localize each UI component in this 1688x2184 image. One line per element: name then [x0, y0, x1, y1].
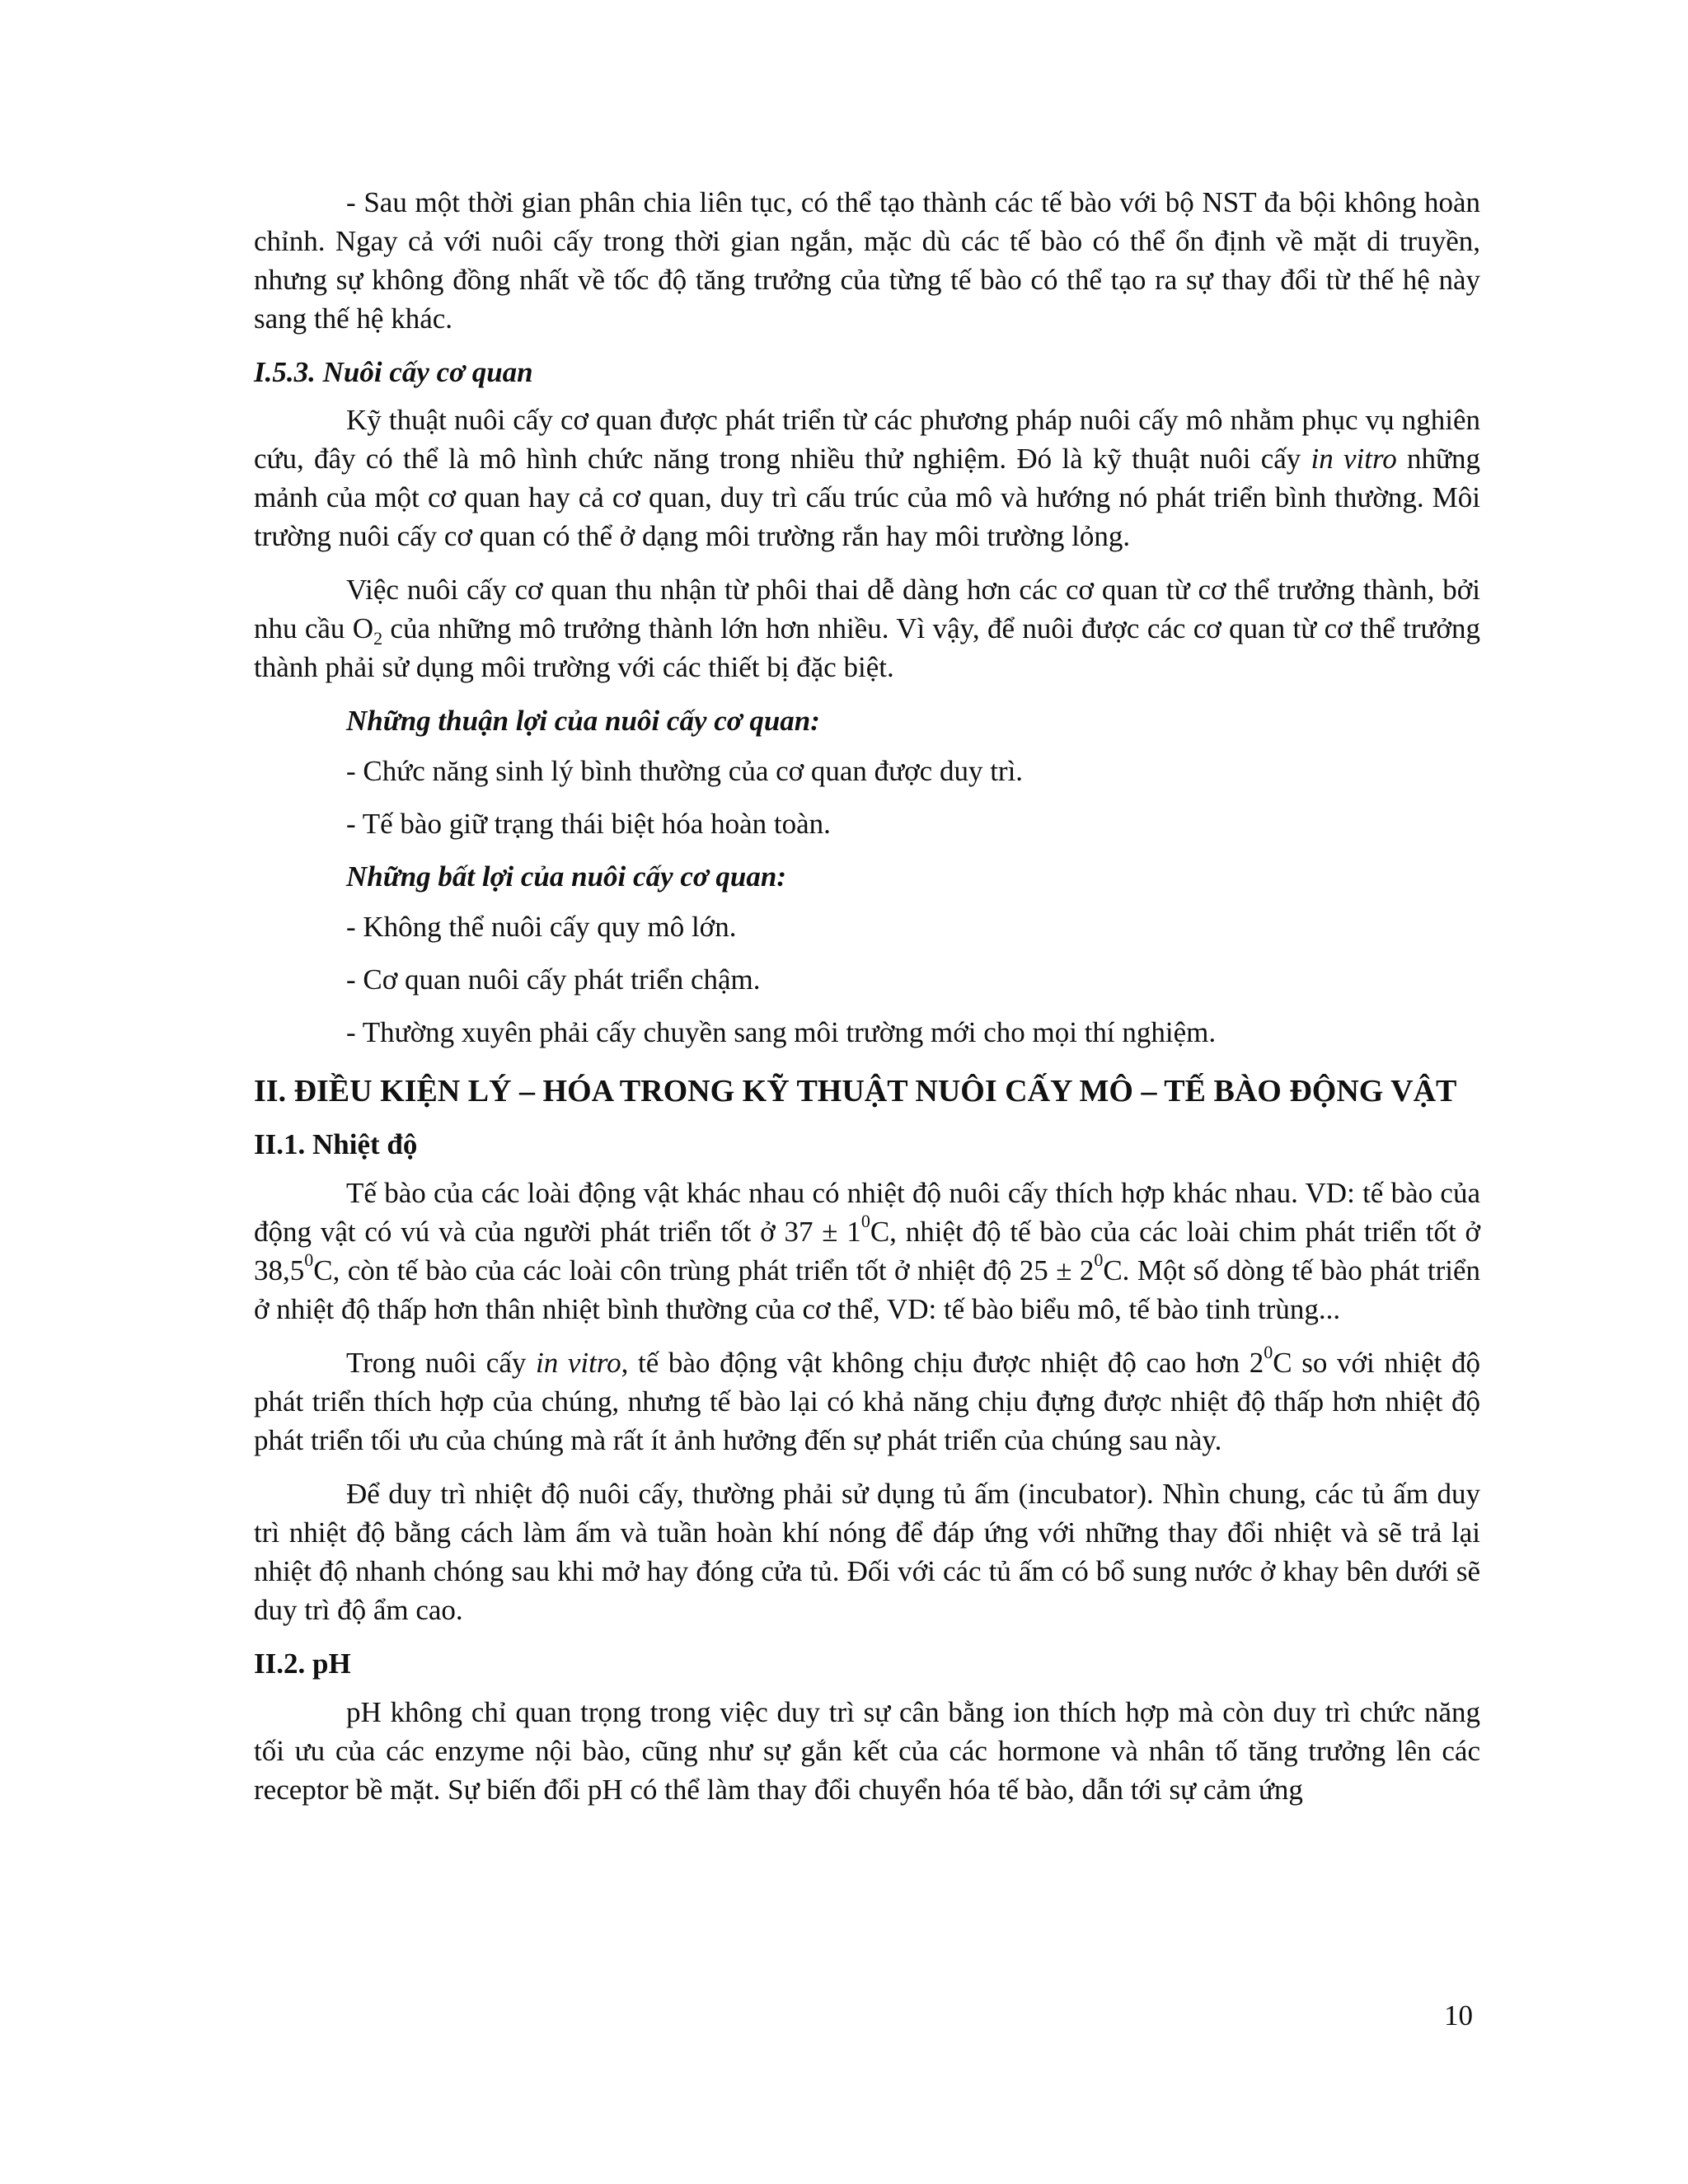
heading-ph: II.2. pH: [254, 1647, 351, 1680]
subscript-2: 2: [373, 628, 383, 649]
paragraph-embryo-organ: Việc nuôi cấy cơ quan thu nhận từ phôi thai dễ dàng hơn các cơ quan từ cơ thể trưởng thành, bởi nhu cầu $O_2$ của những mô trưởng thành lớn hơn nhiều. Vì vậy, để nuôi được các cơ quan từ cơ thể trưởng thành phải sử dụng môi trường với các thiết bị đặc biệt.: [254, 574, 1480, 683]
italic-in-vitro: in vitro: [535, 1347, 621, 1379]
page-number: 10: [1444, 1999, 1473, 2032]
paragraph-incubator: Để duy trì nhiệt độ nuôi cấy, thường phải sử dụng tủ ấm (incubator). Nhìn chung, các tủ ấm duy trì nhiệt độ bằng cách làm ấm và tuần hoàn khí nóng để đáp ứng với những thay đổi nhiệt và sẽ trả lại nhiệt độ nhanh chóng sau khi mở hay đóng cửa tủ. Đối với các tủ ấm có bổ sung nước ở khay bên dưới sẽ duy trì độ ẩm cao.: [254, 1478, 1480, 1626]
page-body: [254, 183, 1480, 1824]
paragraph-organ-culture-technique: Kỹ thuật nuôi cấy cơ quan được phát triển từ các phương pháp nuôi cấy mô nhằm phục vụ nghiên cứu, đây có thể là mô hình chức năng trong nhiều thử nghiệm. Đó là kỹ thuật nuôi cấy in vitro những mảnh của một cơ quan hay cả cơ quan, duy trì cấu trúc của mô và hướng nó phát triển bình thường. Môi trường nuôi cấy cơ quan có thể ở dạng môi trường rắn hay môi trường lỏng.: [254, 404, 1480, 552]
list-item-advantage: - Chức năng sinh lý bình thường của cơ quan được duy trì.: [346, 755, 1024, 787]
paragraph-temperature: Tế bào của các loài động vật khác nhau có nhiệt độ nuôi cấy thích hợp khác nhau. VD: tế bào của động vật có vú và của người phát triển tốt ở $37 \pm 1^0C$, nhiệt độ tế bào của các loài chim phát triển tốt ở 38,5$^0$C, còn tế bào của các loài côn trùng phát triển tốt ở nhiệt độ $25 \pm 2^0C$. Một số dòng tế bào phát triển ở nhiệt độ thấp hơn thân nhiệt bình thường của cơ thể, VD: tế bào biểu mô, tế bào tinh trùng...: [254, 1177, 1480, 1325]
list-item-disadvantage: - Thường xuyên phải cấy chuyền sang môi trường mới cho mọi thí nghiệm.: [346, 1016, 1217, 1048]
list-item-disadvantage: - Cơ quan nuôi cấy phát triển chậm.: [346, 963, 761, 996]
heading-temperature: II.1. Nhiệt độ: [254, 1128, 418, 1160]
list-item-advantage: - Tế bào giữ trạng thái biệt hóa hoàn toàn.: [346, 808, 831, 840]
italic-in-vitro: in vitro: [1311, 443, 1397, 475]
heading-advantages: Những thuận lợi của nuôi cấy cơ quan:: [346, 705, 820, 737]
paragraph-ph: pH không chỉ quan trọng trong việc duy trì sự cân bằng ion thích hợp mà còn duy trì chức năng tối ưu của các enzyme nội bào, cũng như sự gắn kết của các hormone và nhân tố tăng trưởng lên các receptor bề mặt. Sự biến đổi pH có thể làm thay đổi chuyển hóa tế bào, dẫn tới sự cảm ứng: [254, 1696, 1480, 1806]
paragraph-polyploid: - Sau một thời gian phân chia liên tục, có thể tạo thành các tế bào với bộ NST đa bội không hoàn chỉnh. Ngay cả với nuôi cấy trong thời gian ngắn, mặc dù các tế bào có thể ổn định về mặt di truyền, nhưng sự không đồng nhất về tốc độ tăng trưởng của từng tế bào có thể tạo ra sự thay đổi từ thế hệ này sang thế hệ khác.: [254, 186, 1480, 335]
heading-disadvantages: Những bất lợi của nuôi cấy cơ quan:: [346, 860, 787, 893]
heading-organ-culture: I.5.3. Nuôi cấy cơ quan: [254, 356, 533, 388]
list-item-disadvantage: - Không thể nuôi cấy quy mô lớn.: [346, 911, 737, 943]
section-heading-physicochemical-conditions: II. ĐIỀU KIỆN LÝ – HÓA TRONG KỸ THUẬT NUÔI CẤY MÔ – TẾ BÀO ĐỘNG VẬT: [254, 1074, 1457, 1108]
paragraph-in-vitro-temperature: Trong nuôi cấy in vitro, tế bào động vật không chịu được nhiệt độ cao hơn $2^0C$ so với nhiệt độ phát triển thích hợp của chúng, nhưng tế bào lại có khả năng chịu đựng được nhiệt độ thấp hơn nhiệt độ phát triển tối ưu của chúng mà rất ít ảnh hưởng đến sự phát triển của chúng sau này.: [254, 1342, 1480, 1456]
